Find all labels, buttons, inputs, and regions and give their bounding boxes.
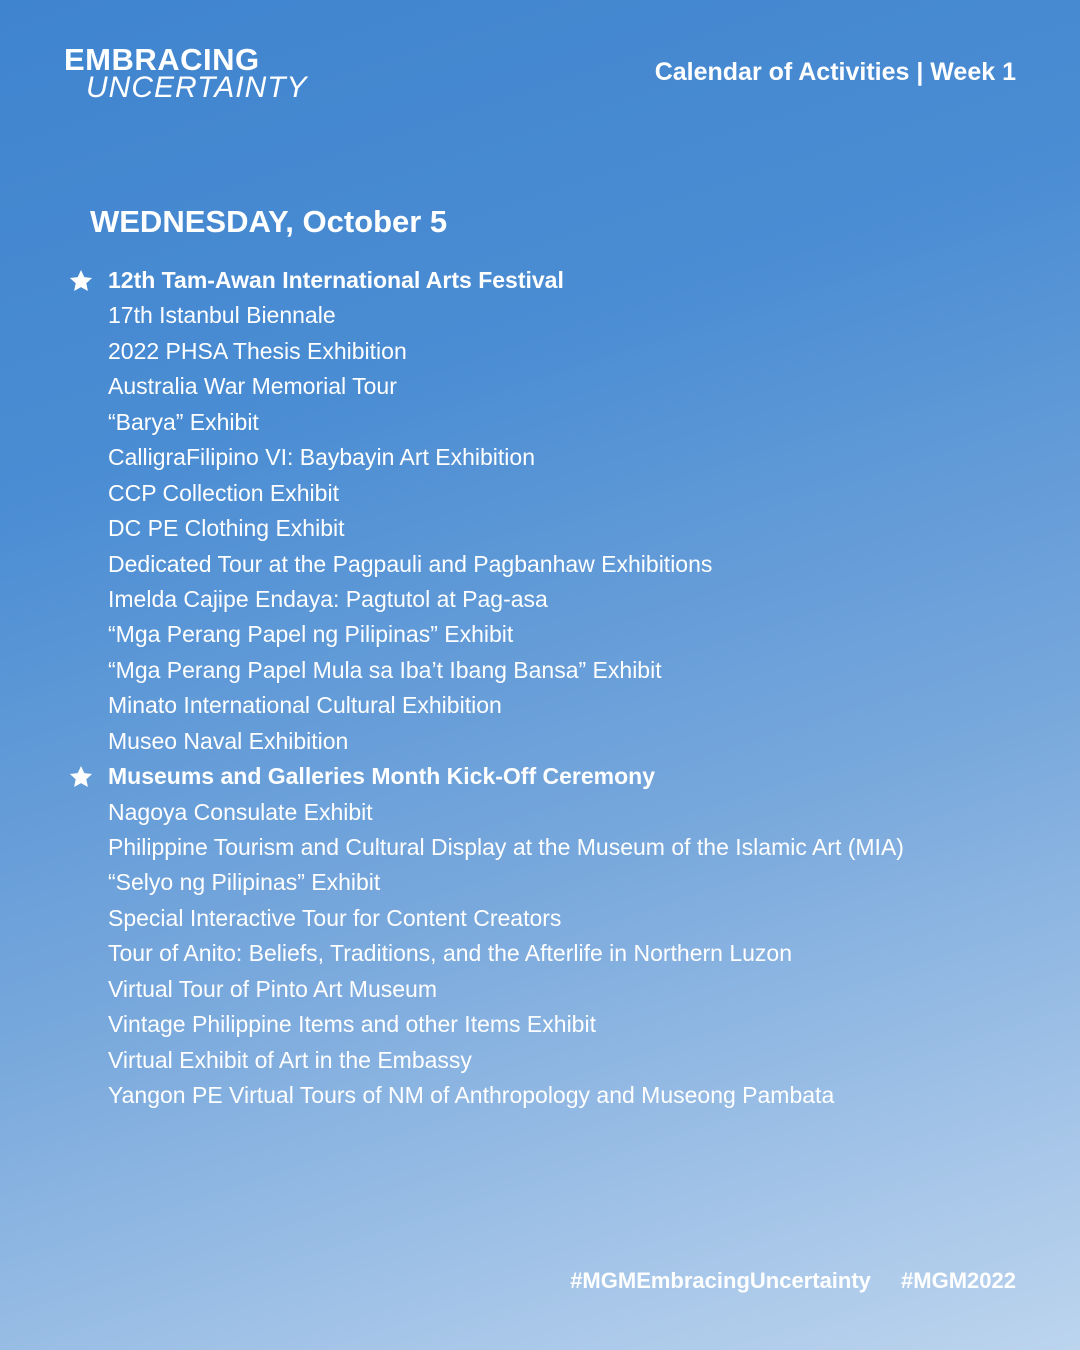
activity-item: [68, 830, 1028, 865]
activity-label: Philippine Tourism and Cultural Display at the Museum of the Islamic Art (MIA): [108, 834, 904, 860]
activity-label: CCP Collection Exhibit: [108, 479, 339, 506]
activity-label: 2022 PHSA Thesis Exhibition: [108, 337, 407, 364]
activity-label: “Mga Perang Papel Mula sa Iba’t Ibang Bansa” Exhibit: [108, 656, 662, 683]
activity-item: [68, 865, 1028, 900]
activity-item: [68, 1078, 1028, 1113]
activity-item: [68, 1007, 1028, 1042]
footer-hashtags: [570, 1268, 1016, 1294]
activity-label: DC PE Clothing Exhibit: [108, 515, 345, 542]
activity-item: [68, 724, 1028, 759]
activity-item: [68, 369, 1028, 404]
activity-label: Museo Naval Exhibition: [108, 727, 349, 754]
activity-item: [68, 334, 1028, 369]
activity-item: [68, 476, 1028, 511]
activity-label: Virtual Tour of Pinto Art Museum: [108, 975, 437, 1002]
featured-activity-item: [68, 759, 1028, 794]
featured-activity-item: [68, 263, 1028, 298]
activity-label: Tour of Anito: Beliefs, Traditions, and the Afterlife in Northern Luzon: [108, 940, 793, 967]
activity-item: [68, 405, 1028, 440]
activity-item: [68, 298, 1028, 333]
activity-item: [68, 547, 1028, 582]
activity-label: Dedicated Tour at the Pagpauli and Pagbanhaw Exhibitions: [108, 550, 713, 577]
day-heading: WEDNESDAY, October 5: [90, 204, 448, 239]
activity-label: CalligraFilipino VI: Baybayin Art Exhibition: [108, 444, 535, 471]
hashtag-mgm2022: #MGM2022: [901, 1268, 1016, 1293]
activity-item: [68, 1043, 1028, 1078]
activity-item: [68, 688, 1028, 723]
activity-label: Vintage Philippine Items and other Items Exhibit: [108, 1011, 596, 1038]
activity-item: [68, 936, 1028, 971]
activity-label: Virtual Exhibit of Art in the Embassy: [108, 1046, 472, 1073]
star-icon: [68, 268, 94, 294]
logo-line-uncertainty: UNCERTAINTY: [86, 71, 308, 104]
activity-label: Minato International Cultural Exhibition: [108, 692, 502, 719]
star-icon: [68, 764, 94, 790]
activity-label: Nagoya Consulate Exhibit: [108, 798, 373, 825]
activity-item: [68, 617, 1028, 652]
activity-list: [68, 263, 1028, 1114]
activity-label: 17th Istanbul Biennale: [108, 302, 336, 329]
activity-item: [68, 511, 1028, 546]
activity-item: [68, 795, 1028, 830]
activity-item: [68, 582, 1028, 617]
activity-item: [68, 972, 1028, 1007]
activity-item: [68, 901, 1028, 936]
activity-label: 12th Tam-Awan International Arts Festival: [108, 267, 564, 293]
logo-line-embracing: EMBRACING: [64, 42, 260, 77]
activity-label: “Barya” Exhibit: [108, 408, 259, 435]
activity-label: Yangon PE Virtual Tours of NM of Anthropology and Museong Pambata: [108, 1082, 835, 1109]
activity-label: Museums and Galleries Month Kick-Off Ceremony: [108, 763, 656, 790]
activity-label: “Mga Perang Papel ng Pilipinas” Exhibit: [108, 621, 514, 648]
brand-logo: [64, 44, 308, 103]
hashtag-embracing-uncertainty: #MGMEmbracingUncertainty: [570, 1268, 871, 1293]
activity-item: [68, 653, 1028, 688]
activity-label: Imelda Cajipe Endaya: Pagtutol at Pag-asa: [108, 585, 548, 612]
activity-label: Australia War Memorial Tour: [108, 373, 397, 400]
activity-label: “Selyo ng Pilipinas” Exhibit: [108, 869, 381, 896]
calendar-week-title: Calendar of Activities | Week 1: [654, 58, 1016, 86]
activity-label: Special Interactive Tour for Content Creators: [108, 904, 562, 931]
activity-item: [68, 440, 1028, 475]
